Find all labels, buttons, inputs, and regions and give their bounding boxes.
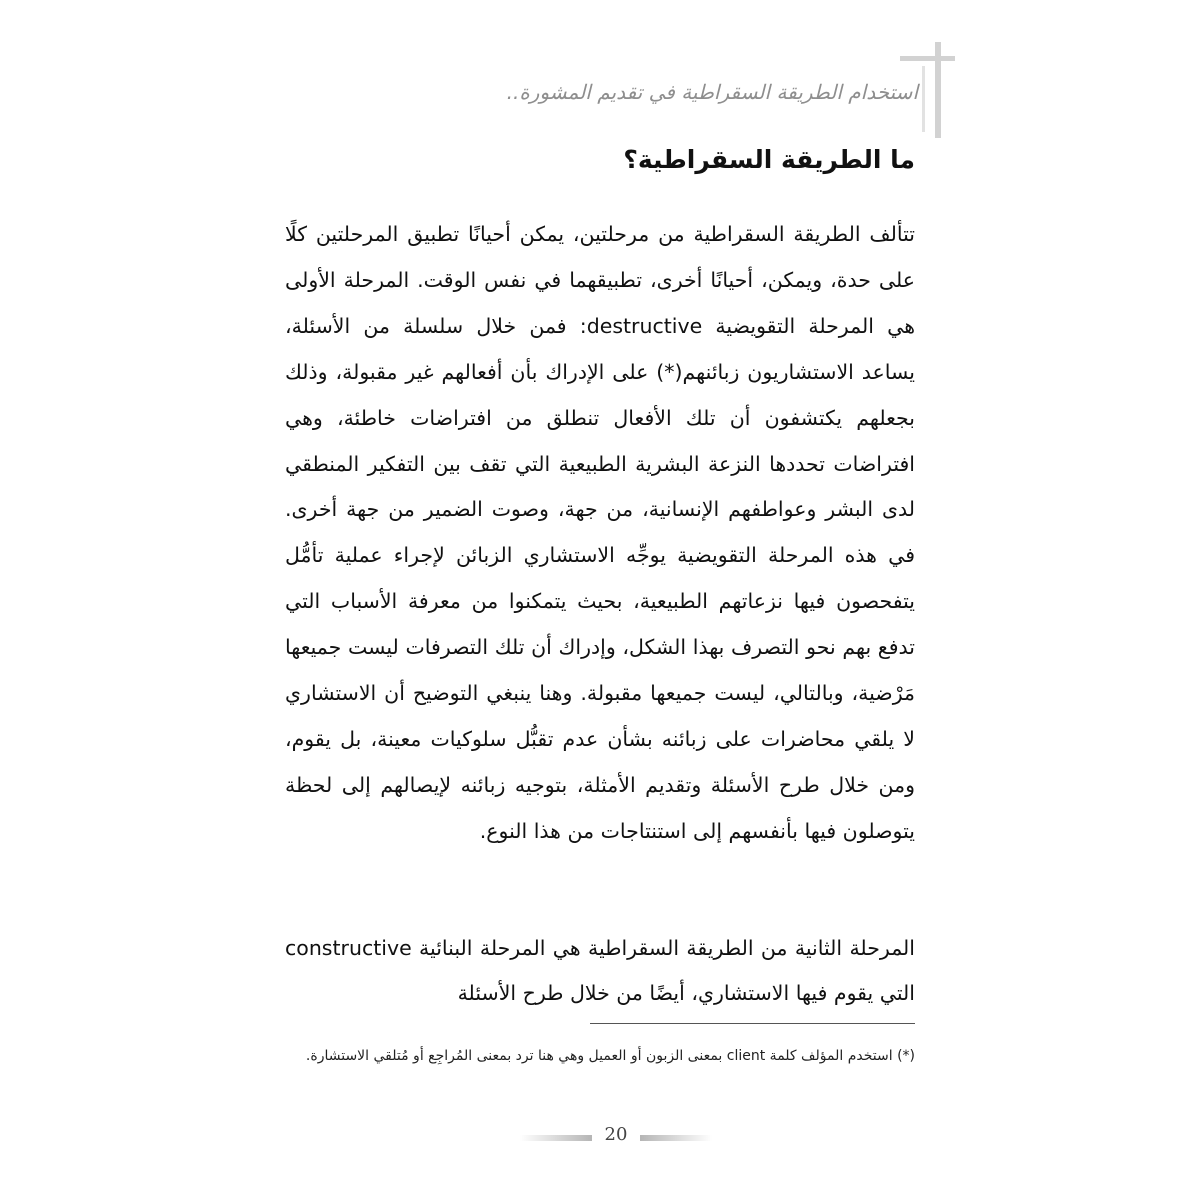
- running-header: استخدام الطريقة السقراطية في تقديم المشورة..: [506, 80, 918, 104]
- footer-decoration-left: [520, 1135, 592, 1141]
- body-paragraph-2: المرحلة الثانية من الطريقة السقراطية هي المرحلة البنائية constructive التي يقوم فيها الاستشاري، أيضًا من خلال طرح الأسئلة: [285, 936, 915, 1005]
- footnote: (*) استخدم المؤلف كلمة client بمعنى الزبون أو العميل وهي هنا ترد بمعنى المُراجِع أو مُتلقي الاستشارة.: [305, 1048, 915, 1064]
- body-paragraph-1: تتألف الطريقة السقراطية من مرحلتين، يمكن أحيانًا تطبيق المرحلتين كلًا على حدة، ويمكن، أحيانًا أخرى، تطبيقهما في نفس الوقت. المرحلة الأولى هي المرحلة التقويضية destructive: فمن خلال سلسلة من الأسئلة، يساعد الاستشاريون زبائنهم(*) على الإدراك بأن أفعالهم غير مقبولة، وذلك بجعلهم يكتشفون أن تلك الأفعال تنطلق من افتراضات خاطئة، وهي افتراضات تحددها النزعة البشرية الطبيعية التي تقف بين التفكير المنطقي لدى البشر وعواطفهم الإنسانية، من جهة، وصوت الضمير من جهة أخرى. في هذه المرحلة التقويضية يوجِّه الاستشاري الزبائن لإجراء عملية تأمُّل يتفحصون فيها نزعاتهم الطبيعية، بحيث يتمكنوا من معرفة الأسباب التي تدفع بهم نحو التصرف بهذا الشكل، وإدراك أن تلك التصرفات ليست جميعها مَرْضية، وبالتالي، ليست جميعها مقبولة. وهنا ينبغي التوضيح أن الاستشاري لا يلقي محاضرات على زبائنه بشأن عدم تقبُّل سلوكيات معينة، بل يقوم، ومن خلال طرح الأسئلة وتقديم الأمثلة، بتوجيه زبائنه لإيصالهم إلى لحظة يتوصلون فيها بأنفسهم إلى استنتاجات من هذا النوع.: [285, 222, 915, 843]
- page-number: 20: [604, 1124, 628, 1145]
- footer-decoration-right: [640, 1135, 712, 1141]
- corner-mark-short-vertical: [922, 66, 925, 132]
- corner-mark-horizontal: [900, 56, 955, 61]
- section-heading: ما الطريقة السقراطية؟: [623, 145, 915, 174]
- footnote-separator: [590, 1023, 915, 1024]
